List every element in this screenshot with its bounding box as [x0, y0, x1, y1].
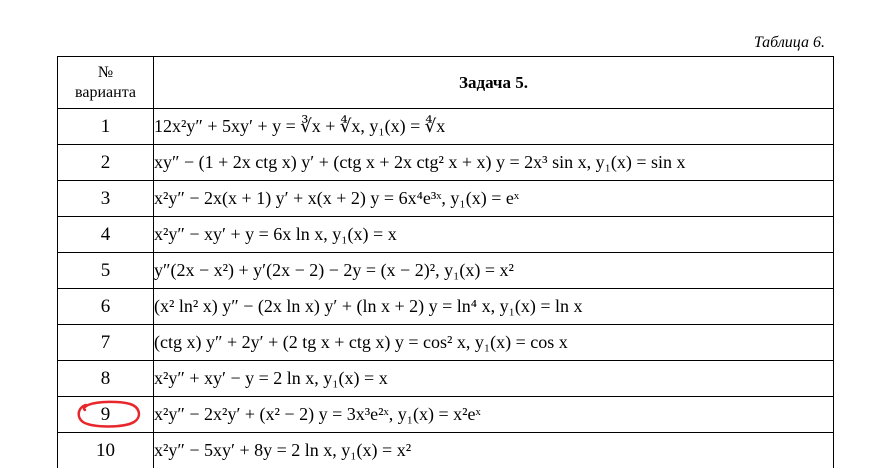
- variant-number: 3: [58, 181, 154, 217]
- table-row: [58, 433, 834, 468]
- equation-cell: (x² ln² x) y″ − (2x ln x) y′ + (ln x + 2) y = ln⁴ x, y₁(x) = ln x: [154, 289, 834, 325]
- table-row: [58, 325, 834, 361]
- equation-cell: x²y″ − 2x(x + 1) y′ + x(x + 2) y = 6x⁴e³ˣ, y₁(x) = eˣ: [154, 181, 834, 217]
- table-caption: Таблица 6.: [754, 34, 825, 52]
- variant-number-header: [58, 57, 154, 109]
- header-row: [58, 57, 834, 109]
- variant-number: 9: [101, 404, 111, 425]
- equation-cell: x²y″ − 5xy′ + 8y = 2 ln x, y₁(x) = x²: [154, 433, 834, 468]
- equation-cell: xy″ − (1 + 2x ctg x) y′ + (ctg x + 2x ctg² x + x) y = 2x³ sin x, y₁(x) = sin x: [154, 145, 834, 181]
- table-row: [58, 181, 834, 217]
- equation-cell: (ctg x) y″ + 2y′ + (2 tg x + ctg x) y = cos² x, y₁(x) = cos x: [154, 325, 834, 361]
- task-table: [57, 56, 834, 468]
- variant-number-header-symbol: №: [98, 64, 113, 81]
- hand-drawn-circle-icon: [74, 399, 146, 429]
- variant-number-cell: [58, 397, 154, 433]
- variant-number-header-label: варианта: [75, 84, 136, 101]
- equation-cell: x²y″ − 2x²y′ + (x² − 2) y = 3x³e²ˣ, y₁(x) = x²eˣ: [154, 397, 834, 433]
- variant-number: 8: [58, 361, 154, 397]
- variant-number: 4: [58, 217, 154, 253]
- equation-cell: x²y″ − xy′ + y = 6x ln x, y₁(x) = x: [154, 217, 834, 253]
- table-row: [58, 109, 834, 145]
- task-header: Задача 5.: [154, 57, 834, 109]
- table-row: [58, 361, 834, 397]
- table-row: [58, 289, 834, 325]
- equation-cell: y″(2x − x²) + y′(2x − 2) − 2y = (x − 2)², y₁(x) = x²: [154, 253, 834, 289]
- table-row: [58, 217, 834, 253]
- variant-number: 10: [58, 433, 154, 468]
- variant-number: 7: [58, 325, 154, 361]
- variant-number: 2: [58, 145, 154, 181]
- variant-number: 6: [58, 289, 154, 325]
- variant-number: 1: [58, 109, 154, 145]
- equation-cell: x²y″ + xy′ − y = 2 ln x, y₁(x) = x: [154, 361, 834, 397]
- table-row: [58, 253, 834, 289]
- equation-cell: 12x²y″ + 5xy′ + y = ∛x + ∜x, y₁(x) = ∜x: [154, 109, 834, 145]
- table-row: [58, 145, 834, 181]
- variant-number: 5: [58, 253, 154, 289]
- table-row: [58, 397, 834, 433]
